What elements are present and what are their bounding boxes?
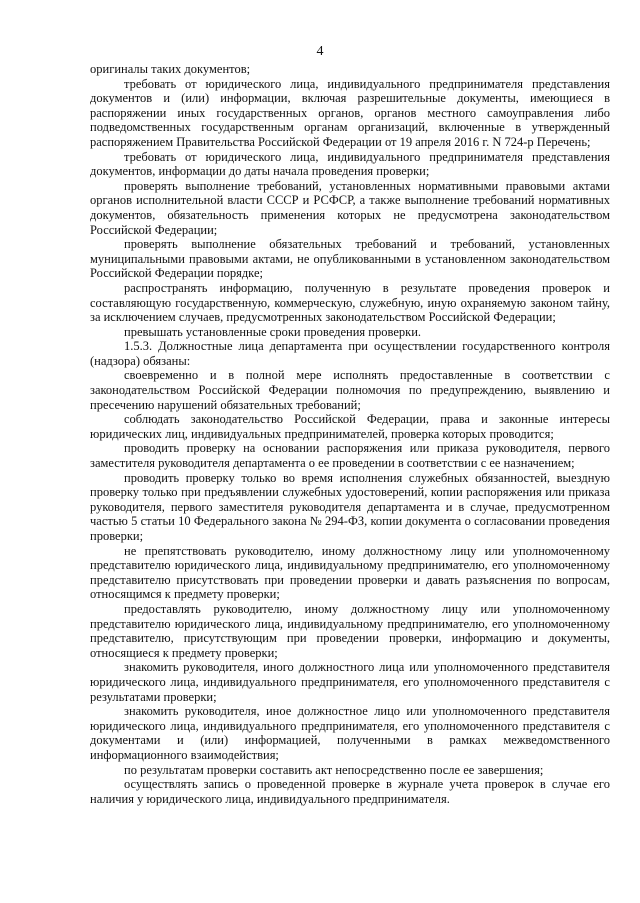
paragraph: предоставлять руководителю, иному должностному лицу или уполномоченному представителю юридического лица, индивидуальному предпринимателю, его уполномоченному представителю, присутствующим при проведении проверки, информацию и документы, относящиеся к предмету проверки; bbox=[90, 601, 610, 660]
paragraph: распространять информацию, полученную в результате проведения проверок и составляющую государственную, коммерческую, служебную, иную охраняемую законом тайну, за исключением случаев, предусмотренных законодательством Российской Федерации; bbox=[90, 280, 610, 325]
paragraph: превышать установленные сроки проведения проверки. bbox=[124, 324, 422, 339]
paragraph: требовать от юридического лица, индивидуального предпринимателя представления документов и (или) информации, включая разрешительные документы, имеющиеся в распоряжении иных государственных органов, органов местного самоуправления либо подведомственных государственным органам организаций, включенные в утвержденный распоряжением Правительства Российской Федерации от 19 апреля 2016 г. N 724-р Перечень; bbox=[90, 76, 610, 149]
paragraph: требовать от юридического лица, индивидуального предпринимателя представления документов, информации до даты начала проведения проверки; bbox=[90, 149, 610, 179]
paragraph: осуществлять запись о проведенной проверке в журнале учета проверок в случае его наличия у юридического лица, индивидуального предпринимателя. bbox=[90, 777, 610, 806]
document-body bbox=[90, 62, 610, 806]
page-number: 4 bbox=[316, 44, 324, 59]
paragraph: знакомить руководителя, иного должностного лица или уполномоченного представителя юридического лица, индивидуального предпринимателя, его уполномоченного представителя с результатами проверки; bbox=[90, 660, 610, 704]
paragraph: не препятствовать руководителю, иному должностному лицу или уполномоченному представителю юридического лица, индивидуальному предпринимателю, его уполномоченному представителю присутствовать при проведении проверки и давать разъяснения по вопросам, относящимся к предмету проверки; bbox=[90, 543, 610, 602]
paragraph: своевременно и в полной мере исполнять предоставленные в соответствии с законодательством Российской Федерации полномочия по предупреждению, выявлению и пресечению нарушений обязательных требований; bbox=[90, 368, 610, 412]
paragraph: проводить проверку только во время исполнения служебных обязанностей, выездную проверку только при предъявлении служебных удостоверений, копии распоряжения или приказа руководителя, первого заместителя руководителя департамента и в случае, предусмотренном частью 5 статьи 10 Федерального закона № 294-ФЗ, копии документа о согласовании проведения проверки; bbox=[90, 470, 610, 543]
paragraph: проводить проверку на основании распоряжения или приказа руководителя, первого заместителя руководителя департамента о ее проведении в соответствии с ее назначением; bbox=[90, 441, 610, 471]
section-heading-paragraph: 1.5.3. Должностные лица департамента при осуществлении государственного контроля (надзора) обязаны: bbox=[90, 339, 610, 368]
paragraph: оригиналы таких документов; bbox=[90, 62, 251, 76]
paragraph: по результатам проверки составить акт непосредственно после ее завершения; bbox=[124, 762, 544, 777]
paragraph: проверять выполнение требований, установленных нормативными правовыми актами органов исполнительной власти СССР и РСФСР, а также выполнение требований нормативных документов, обязательность применения которых не предусмотрена законодательством Российской Федерации; bbox=[90, 178, 610, 237]
paragraph: проверять выполнение обязательных требований и требований, установленных муниципальными правовыми актами, не опубликованными в установленном законодательством Российской Федерации порядке; bbox=[90, 237, 610, 281]
paragraph: соблюдать законодательство Российской Федерации, права и законные интересы юридических лиц, индивидуальных предпринимателей, проверка которых проводится; bbox=[90, 412, 610, 441]
paragraph: знакомить руководителя, иное должностное лицо или уполномоченного представителя юридического лица, индивидуального предпринимателя, его уполномоченного представителя с документами и (или) информацией, полученными в рамках межведомственного информационного взаимодействия; bbox=[90, 704, 610, 762]
